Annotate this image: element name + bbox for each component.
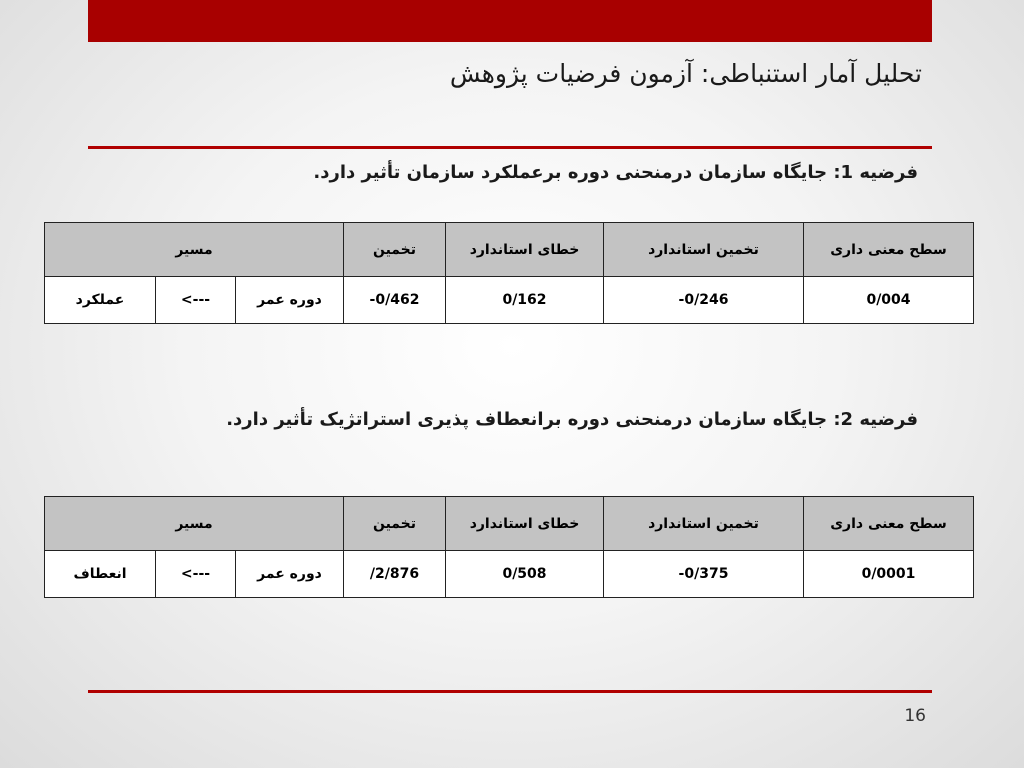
header-std-error: خطای استاندارد [446,497,604,551]
path-source: دوره عمر [236,551,344,598]
path-target: انعطاف [45,551,156,598]
std-error-value: 0/162 [446,277,604,324]
significance-value: 0/0001 [804,551,974,598]
estimate-value: -0/462 [344,277,446,324]
hypothesis-2-text: فرضیه 2: جایگاه سازمان درمنحنی دوره برانعطاف پذیری استراتژیک تأثیر دارد. [226,409,918,430]
header-path: مسیر [45,223,344,277]
table-row [45,551,974,598]
significance-value: 0/004 [804,277,974,324]
footer-divider [88,690,932,693]
path-source: دوره عمر [236,277,344,324]
header-estimate: تخمین [344,497,446,551]
path-arrow: <--- [156,551,236,598]
table-header-row [45,223,974,277]
hypothesis-1-table [44,222,974,324]
page-number: 16 [904,706,926,726]
path-arrow: <--- [156,277,236,324]
table-header-row [45,497,974,551]
std-estimate-value: -0/375 [604,551,804,598]
top-accent-bar [88,0,932,42]
header-significance: سطح معنی داری [804,223,974,277]
std-error-value: 0/508 [446,551,604,598]
hypothesis-2-table [44,496,974,598]
header-significance: سطح معنی داری [804,497,974,551]
header-path: مسیر [45,497,344,551]
path-target: عملکرد [45,277,156,324]
table-row [45,277,974,324]
title-divider [88,146,932,149]
hypothesis-1-text: فرضیه 1: جایگاه سازمان درمنحنی دوره برعملکرد سازمان تأثیر دارد. [313,162,918,183]
estimate-value: /2/876 [344,551,446,598]
header-std-estimate: تخمین استاندارد [604,497,804,551]
header-std-error: خطای استاندارد [446,223,604,277]
header-std-estimate: تخمین استاندارد [604,223,804,277]
slide-title: تحلیل آمار استنباطی: آزمون فرضیات پژوهش [449,59,922,88]
std-estimate-value: -0/246 [604,277,804,324]
header-estimate: تخمین [344,223,446,277]
